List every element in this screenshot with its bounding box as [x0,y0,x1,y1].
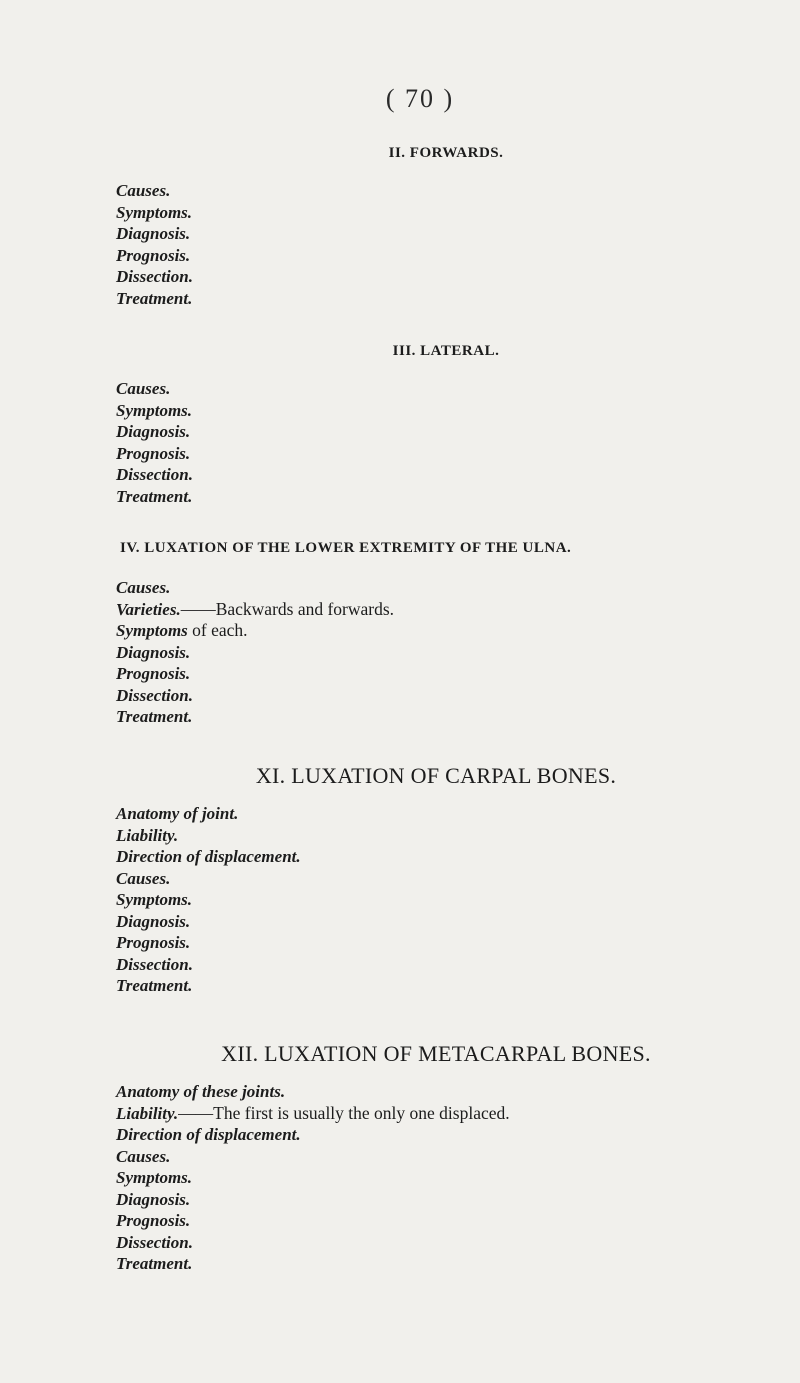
section-ulna [116,540,756,728]
topic-item: Diagnosis. [116,224,191,243]
section-heading: IV. LUXATION OF THE LOWER EXTREMITY OF THE ULNA. [120,540,572,556]
topic-list [116,1081,756,1275]
topic-item: Prognosis. [116,443,191,463]
topic-item: Diagnosis. [116,1189,191,1209]
topic-item: Symptoms. [116,202,193,222]
topic-item: Direction of displacement. [116,847,301,866]
section-heading: III. LATERAL. [392,343,500,359]
section-heading: XI. LUXATION OF CARPAL BONES. [255,763,617,788]
topic-item: Prognosis. [116,664,191,683]
topic-item: Treatment. [116,1254,193,1273]
topic-item: Diagnosis. [116,642,191,662]
section-carpal [116,763,756,997]
topic-item: Diagnosis. [116,422,191,441]
topic-item: Symptoms. [116,1168,193,1187]
topic-item: Liability.——The first is usually the only one displaced. [116,1102,510,1123]
topic-item: Varieties.——Backwards and forwards. [116,598,395,619]
topic-item: Symptoms of each. [116,620,248,640]
section-heading: II. FORWARDS. [388,145,504,161]
topic-list [116,577,756,728]
topic-item: Liability. [116,825,179,845]
topic-item: Dissection. [116,1232,193,1252]
topic-item: Anatomy of these joints. [116,1082,286,1101]
section-lateral [116,343,756,507]
topic-item: Treatment. [116,976,193,995]
topic-item: Dissection. [116,954,193,974]
topic-item: Symptoms. [116,400,193,420]
topic-item: Dissection. [116,465,193,484]
topic-list [116,803,756,997]
section-forwards [116,145,756,309]
topic-item: Prognosis. [116,245,191,265]
topic-item: Treatment. [116,288,193,308]
topic-list [116,378,756,507]
topic-item: Causes. [116,379,171,398]
topic-item: Symptoms. [116,890,193,909]
topic-item: Direction of displacement. [116,1125,301,1144]
topic-item: Causes. [116,181,171,200]
topic-item: Anatomy of joint. [116,804,239,823]
topic-list [116,180,756,309]
section-metacarpal [116,1041,756,1275]
topic-item: Dissection. [116,685,193,705]
page-number: ( 70 ) [385,84,455,113]
topic-item: Prognosis. [116,1211,191,1230]
topic-item: Treatment. [116,486,193,506]
section-heading: XII. LUXATION OF METACARPAL BONES. [221,1041,651,1066]
topic-item: Causes. [116,1146,171,1166]
topic-item: Dissection. [116,267,193,286]
topic-item: Prognosis. [116,933,191,952]
topic-item: Causes. [116,578,171,597]
topic-item: Causes. [116,868,171,888]
topic-item: Diagnosis. [116,911,191,931]
topic-item: Treatment. [116,707,193,726]
